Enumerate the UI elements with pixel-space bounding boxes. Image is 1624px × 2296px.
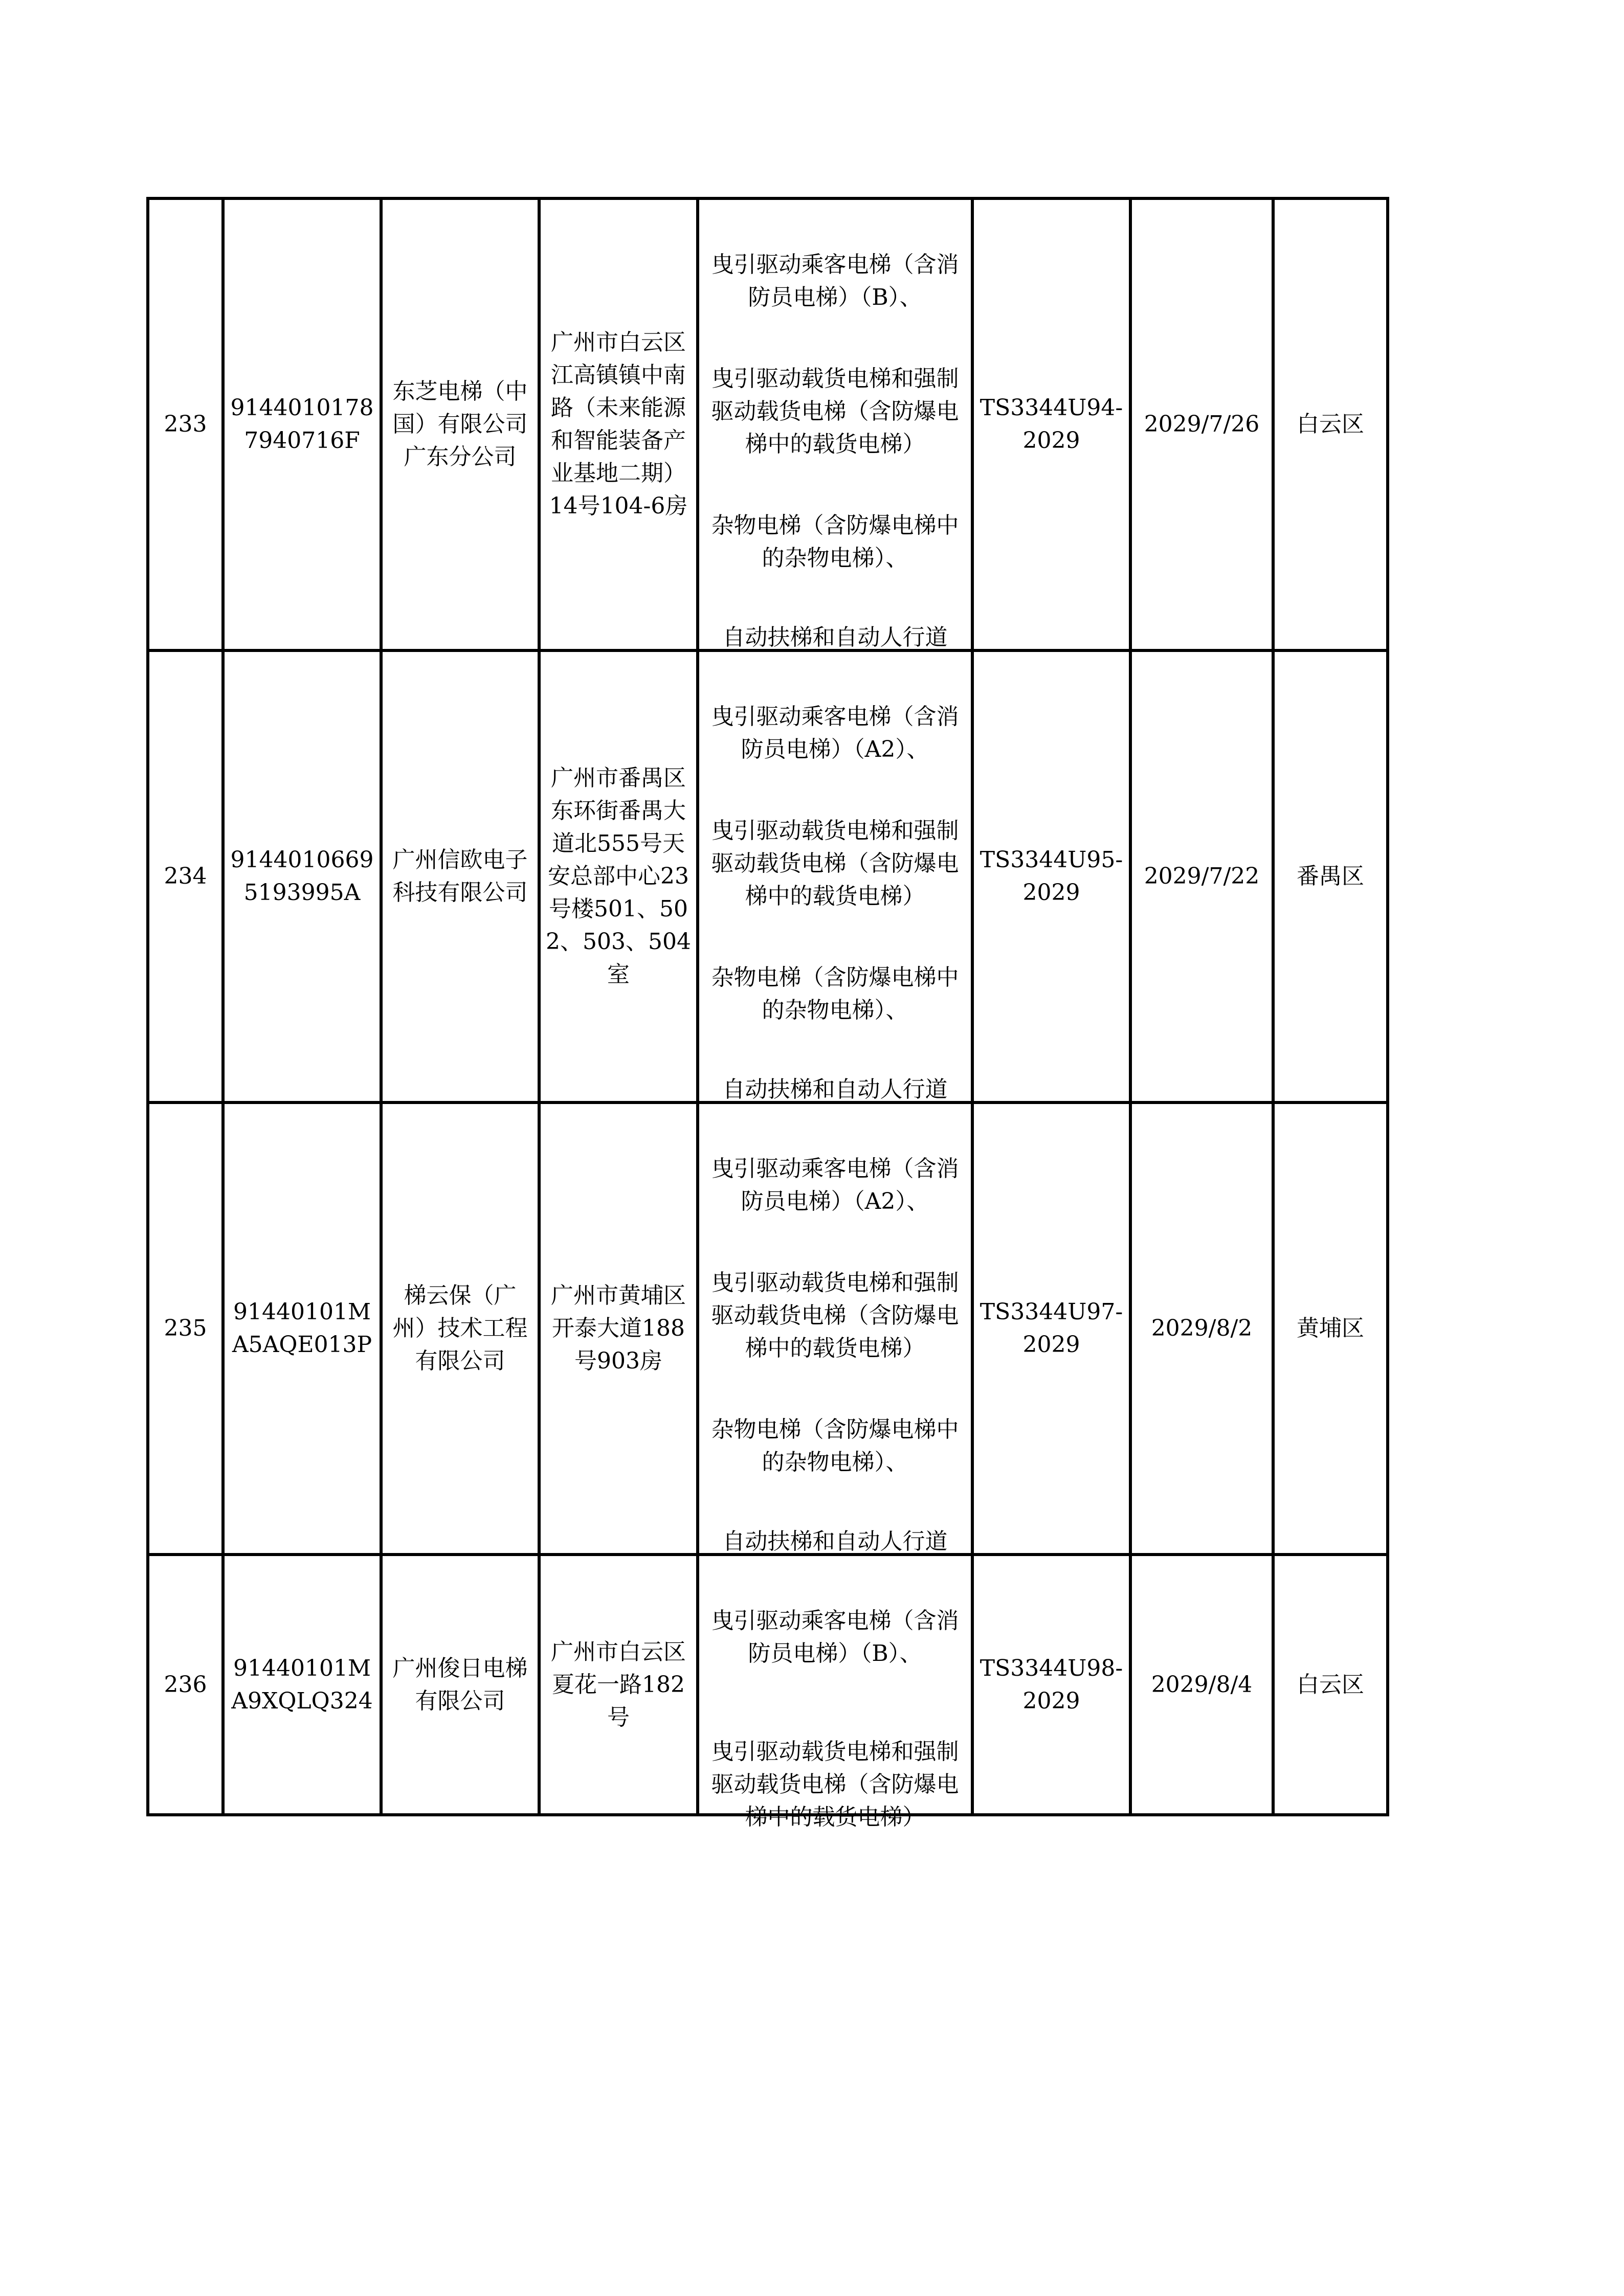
license-table: [146, 197, 1389, 1830]
credit-code: 91440101MA5AQE013P: [223, 1102, 381, 1555]
expiry-date: 2029/7/26: [1130, 198, 1273, 650]
category-item: 曳引驱动乘客电梯（含消防员电梯）（A2）、: [711, 1156, 959, 1214]
company-name: 广州信欧电子科技有限公司: [381, 650, 539, 1102]
company-name: 东芝电梯（中国）有限公司广东分公司: [381, 198, 539, 650]
company-address: 广州市白云区夏花一路182号: [539, 1555, 698, 1815]
row-index: 236: [148, 1555, 223, 1815]
license-categories: [698, 1555, 972, 1830]
credit-code: 91440101MA9XQLQ324: [223, 1555, 381, 1815]
category-item: 杂物电梯（含防爆电梯中的杂物电梯）、: [711, 964, 959, 1023]
expiry-date: 2029/7/22: [1130, 650, 1273, 1102]
district: 番禺区: [1273, 650, 1388, 1102]
category-item: 杂物电梯（含防爆电梯中的杂物电梯）、: [711, 512, 959, 571]
row-index: 233: [148, 198, 223, 650]
category-item: 曳引驱动载货电梯和强制驱动载货电梯（含防爆电梯中的载货电梯）: [711, 366, 959, 457]
table-row: [148, 198, 1388, 650]
row-index: 235: [148, 1102, 223, 1555]
category-item: 曳引驱动载货电梯和强制驱动载货电梯（含防爆电梯中的载货电梯）: [711, 818, 959, 909]
expiry-date: 2029/8/2: [1130, 1102, 1273, 1555]
category-item: 自动扶梯和自动人行道: [722, 624, 948, 650]
company-address: 广州市番禺区东环街番禺大道北555号天安总部中心23号楼501、502、503、504室: [539, 650, 698, 1102]
license-number: TS3344U95-2029: [972, 650, 1130, 1102]
district: 白云区: [1273, 198, 1388, 650]
license-number: TS3344U97-2029: [972, 1102, 1130, 1555]
category-item: 曳引驱动乘客电梯（含消防员电梯）（B）、: [711, 252, 959, 310]
license-categories: [698, 650, 972, 1102]
credit-code: 91440101787940716F: [223, 198, 381, 650]
category-item: 曳引驱动乘客电梯（含消防员电梯）（A2）、: [711, 704, 959, 762]
category-item: 曳引驱动载货电梯和强制驱动载货电梯（含防爆电梯中的载货电梯）: [711, 1270, 959, 1361]
district: 黄埔区: [1273, 1102, 1388, 1555]
category-item: 自动扶梯和自动人行道: [722, 1076, 948, 1102]
table-row: [148, 1102, 1388, 1555]
company-name: 广州俊日电梯有限公司: [381, 1555, 539, 1815]
expiry-date: 2029/8/4: [1130, 1555, 1273, 1815]
category-item: 自动扶梯和自动人行道: [722, 1528, 948, 1555]
company-address: 广州市白云区江高镇镇中南路（未来能源和智能装备产业基地二期）14号104-6房: [539, 198, 698, 650]
district: 白云区: [1273, 1555, 1388, 1815]
company-name: 梯云保（广州）技术工程有限公司: [381, 1102, 539, 1555]
category-item: 曳引驱动乘客电梯（含消防员电梯）（B）、: [711, 1608, 959, 1667]
table-row: [148, 1555, 1388, 1815]
company-address: 广州市黄埔区开泰大道188号903房: [539, 1102, 698, 1555]
license-categories: [698, 198, 972, 650]
table-row: [148, 650, 1388, 1102]
license-number: TS3344U94-2029: [972, 198, 1130, 650]
credit-code: 91440106695193995A: [223, 650, 381, 1102]
license-number: TS3344U98-2029: [972, 1555, 1130, 1815]
category-item: 曳引驱动载货电梯和强制驱动载货电梯（含防爆电梯中的载货电梯）: [711, 1739, 959, 1830]
category-item: 杂物电梯（含防爆电梯中的杂物电梯）、: [711, 1416, 959, 1475]
license-categories: [698, 1102, 972, 1555]
row-index: 234: [148, 650, 223, 1102]
